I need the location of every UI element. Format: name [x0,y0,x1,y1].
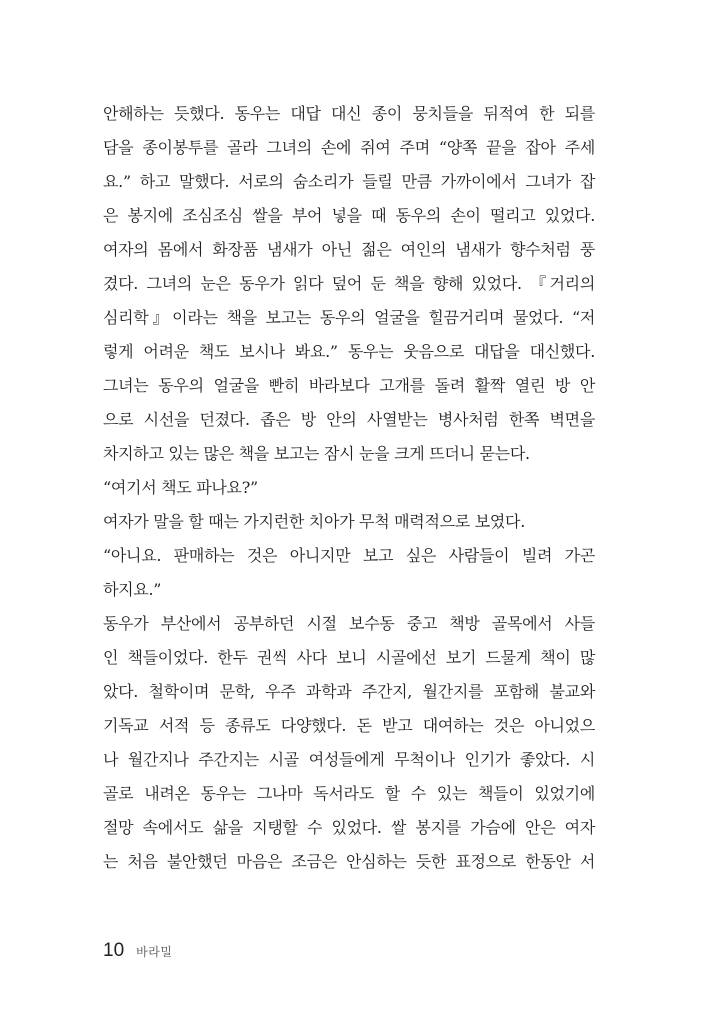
text-line: 하지요.” [103,580,162,599]
text-line: 인 책들이었다. 한두 권씩 사다 보니 시골에선 보기 드물게 책이 많 [103,648,595,667]
text-line: 기독교 서적 등 종류도 다양했다. 돈 받고 대여하는 것은 아니었으 [103,716,595,735]
text-line: 담을 종이봉투를 골라 그녀의 손에 쥐여 주며 “양쪽 끝을 잡아 주세 [103,138,595,157]
text-line: 여자가 말을 할 때는 가지런한 치아가 무척 매력적으로 보였다. [103,512,525,531]
text-line: 요.” 하고 말했다. 서로의 숨소리가 들릴 만큼 가까이에서 그녀가 잡 [103,172,595,191]
text-line: 았다. 철학이며 문학, 우주 과학과 주간지, 월간지를 포함해 불교와 [103,682,595,701]
running-title: 바라밀 [136,945,173,959]
text-line: 차지하고 있는 많은 책을 보고는 잠시 눈을 크게 뜨더니 묻는다. [103,444,530,463]
text-line: 안해하는 듯했다. 동우는 대답 대신 종이 뭉치들을 뒤적여 한 되를 [103,104,595,123]
text-line: “아니요. 판매하는 것은 아니지만 보고 싶은 사람들이 빌려 가곤 [103,546,595,565]
page-number: 10 [103,940,125,961]
text-line: 나 월간지나 주간지는 시골 여성들에게 무척이나 인기가 좋았다. 시 [103,750,595,769]
text-line: 는 처음 불안했던 마음은 조금은 안심하는 듯한 표정으로 한동안 서 [103,852,595,871]
text-line: 절망 속에서도 삶을 지탱할 수 있었다. 쌀 봉지를 가슴에 안은 여자 [103,818,595,837]
text-line: 심리학』이라는 책을 보고는 동우의 얼굴을 힐끔거리며 물었다. “저 [103,308,595,327]
text-line: 겼다. 그녀의 눈은 동우가 읽다 덮어 둔 책을 향해 있었다. 『거리의 [103,274,595,293]
page-footer [103,940,172,972]
text-line: 골로 내려온 동우는 그나마 독서라도 할 수 있는 책들이 있었기에 [103,784,595,803]
text-line: 그녀는 동우의 얼굴을 빤히 바라보다 고개를 돌려 활짝 열린 방 안 [103,376,595,395]
text-line: 렇게 어려운 책도 보시나 봐요.” 동우는 웃음으로 대답을 대신했다. [103,342,595,361]
text-line: 여자의 몸에서 화장품 냄새가 아닌 젊은 여인의 냄새가 향수처럼 풍 [103,240,595,259]
text-line: 으로 시선을 던졌다. 좁은 방 안의 사열받는 병사처럼 한쪽 벽면을 [103,410,595,429]
text-line: 은 봉지에 조심조심 쌀을 부어 넣을 때 동우의 손이 떨리고 있었다. [103,206,595,225]
text-line: “여기서 책도 파나요?” [103,478,258,497]
text-line: 동우가 부산에서 공부하던 시절 보수동 중고 책방 골목에서 사들 [103,614,595,633]
page-body [103,97,595,879]
